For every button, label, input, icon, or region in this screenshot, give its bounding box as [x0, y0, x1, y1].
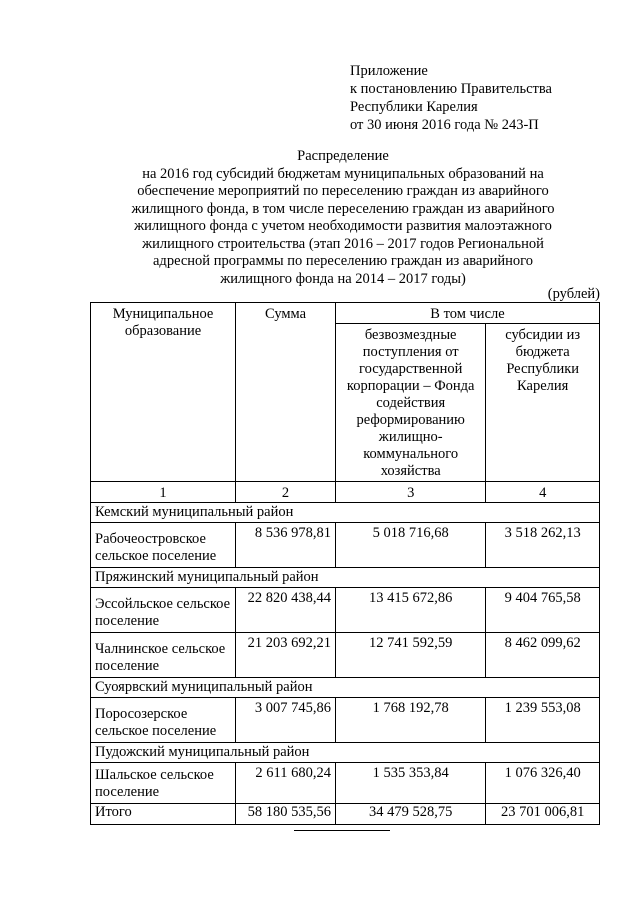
fund-value: 12 741 592,59 — [336, 633, 486, 678]
title-line: обеспечение мероприятий по переселению граждан из аварийного — [137, 183, 549, 199]
header-municipality: Муниципальное образование — [91, 303, 236, 482]
sum-value: 8 536 978,81 — [236, 523, 336, 568]
sum-value: 3 007 745,86 — [236, 698, 336, 743]
table-row — [91, 588, 600, 633]
column-number: 3 — [336, 482, 486, 503]
title-line: адресной программы по переселению граждан из аварийного — [153, 253, 533, 269]
district-row — [91, 743, 600, 763]
district-row — [91, 568, 600, 588]
subsidy-value: 8 462 099,62 — [486, 633, 600, 678]
district-row — [91, 678, 600, 698]
municipality-name: Рабочеостровское сельское поселение — [91, 523, 236, 568]
column-number-row — [91, 482, 600, 503]
total-subsidy: 23 701 006,81 — [486, 804, 600, 825]
sum-value: 2 611 680,24 — [236, 763, 336, 804]
units-label: (рублей) — [547, 286, 600, 302]
total-label: Итого — [91, 804, 236, 825]
municipality-name: Эссойльское сельское поселение — [91, 588, 236, 633]
district-name: Кемский муниципальный район — [91, 503, 600, 523]
header-subsidies: субсидии из бюджета Республики Карелия — [486, 324, 600, 482]
column-number: 2 — [236, 482, 336, 503]
total-row — [91, 804, 600, 825]
table-row — [91, 523, 600, 568]
district-name: Пудожский муниципальный район — [91, 743, 600, 763]
column-number: 1 — [91, 482, 236, 503]
subsidy-value: 1 076 326,40 — [486, 763, 600, 804]
title-line: жилищного фонда с учетом необходимости развития малоэтажного — [134, 218, 552, 234]
header-row — [91, 303, 600, 324]
total-fund: 34 479 528,75 — [336, 804, 486, 825]
title-line: жилищного фонда на 2014 – 2017 годы) — [220, 270, 466, 287]
municipality-name: Шальское сельское поселение — [91, 763, 236, 804]
table-row — [91, 633, 600, 678]
subsidy-value: 1 239 553,08 — [486, 698, 600, 743]
municipality-name: Поросозерское сельское поселение — [91, 698, 236, 743]
municipality-name: Чалнинское сельское поселение — [91, 633, 236, 678]
appendix-line: Приложение — [350, 63, 428, 79]
title-line: жилищного фонда, в том числе переселению граждан из аварийного — [131, 200, 555, 217]
appendix-line: к постановлению Правительства — [350, 81, 552, 97]
title-heading: Распределение — [297, 148, 389, 164]
title-line: жилищного строительства (этап 2016 – 2017 годов Региональной — [142, 235, 544, 252]
header-including: В том числе — [336, 303, 600, 324]
appendix-block — [350, 62, 552, 134]
fund-value: 1 768 192,78 — [336, 698, 486, 743]
total-sum: 58 180 535,56 — [236, 804, 336, 825]
table-row — [91, 698, 600, 743]
closing-rule — [294, 830, 390, 831]
district-name: Суоярвский муниципальный район — [91, 678, 600, 698]
subsidy-value: 9 404 765,58 — [486, 588, 600, 633]
sum-value: 22 820 438,44 — [236, 588, 336, 633]
table-row — [91, 763, 600, 804]
fund-value: 13 415 672,86 — [336, 588, 486, 633]
subsidy-value: 3 518 262,13 — [486, 523, 600, 568]
header-sum: Сумма — [236, 303, 336, 482]
title-line: на 2016 год субсидий бюджетам муниципальных образований на — [142, 165, 544, 182]
document-title — [90, 148, 596, 288]
column-number: 4 — [486, 482, 600, 503]
header-fund: безвозмездные поступления от государственной корпорации – Фонда содействия реформированию жилищно-коммунального хозяйства — [336, 324, 486, 482]
district-name: Пряжинский муниципальный район — [91, 568, 600, 588]
appendix-line: Республики Карелия — [350, 99, 478, 115]
district-row — [91, 503, 600, 523]
distribution-table — [90, 302, 600, 825]
fund-value: 1 535 353,84 — [336, 763, 486, 804]
sum-value: 21 203 692,21 — [236, 633, 336, 678]
appendix-line: от 30 июня 2016 года № 243-П — [350, 117, 539, 133]
fund-value: 5 018 716,68 — [336, 523, 486, 568]
